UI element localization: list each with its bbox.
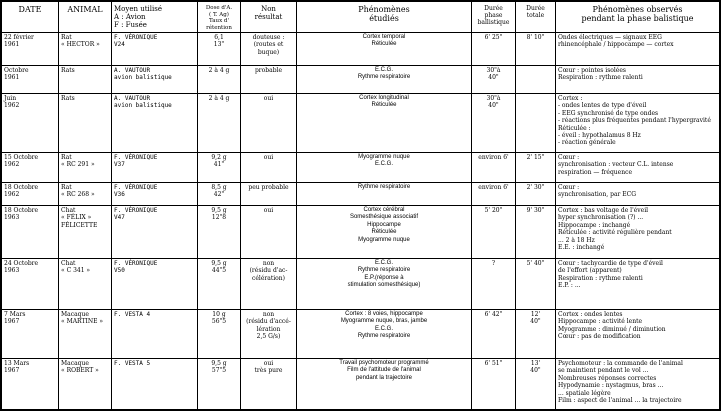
cell-non-retention: oui très pure [241, 359, 297, 410]
cell-animal: Macaque « ROBERT » [59, 359, 112, 410]
header-duration-total: Durée totale [516, 2, 556, 33]
cell-animal: Rat « RC 268 » [59, 183, 112, 206]
cell-duration-total: 2' 30" [516, 183, 556, 206]
cell-observed: Cortex : ondes lentes Hippocampe : activité lente Myogramme : diminué / diminution Cœur : pas de modification [556, 310, 720, 359]
header-phenomena: Phénomènes étudiés [297, 2, 472, 33]
cell-animal: Rat « HECTOR » [59, 33, 112, 66]
cell-means: F. VÉRONIQUE V24 [112, 33, 198, 66]
cell-dose: 2 à 4 g [198, 94, 241, 153]
cell-non-retention: non (résidu d'ac- célération) [241, 259, 297, 310]
table-row [2, 66, 720, 94]
cell-non-retention: oui [241, 153, 297, 183]
cell-non-retention: oui [241, 206, 297, 259]
cell-means: A. VAUTOUR avion balistique [112, 94, 198, 153]
cell-phenomena: Cortex temporal Réticulée [297, 33, 472, 66]
cell-means: A. VAUTOUR avion balistique [112, 66, 198, 94]
header-duration-ballistic: Durée phase ballistique [472, 2, 516, 33]
cell-dose: 9,5 g 12"8 [198, 206, 241, 259]
cell-dose: 9,2 g 41" [198, 153, 241, 183]
cell-duration-ballistic: ? [472, 259, 516, 310]
cell-phenomena: E.C.G. Rythme respiratoire [297, 66, 472, 94]
cell-means: F. VÉRONIQUE V37 [112, 153, 198, 183]
cell-duration-total: 5' 40" [516, 259, 556, 310]
cell-phenomena: E.C.G. Rythme respiratoire E.P.(réponse à stimulation somesthésique) [297, 259, 472, 310]
document-page [1, 1, 719, 409]
cell-animal: Rats [59, 66, 112, 94]
cell-duration-ballistic: 30"à 40" [472, 94, 516, 153]
cell-observed: Cœur : synchronisation, par ECG [556, 183, 720, 206]
cell-duration-ballistic: 6' 25" [472, 33, 516, 66]
cell-phenomena: Cortex longitudinal Réticulée [297, 94, 472, 153]
header-row [2, 2, 720, 33]
header-date: DATE [2, 2, 59, 33]
cell-animal: Chat « FÉLIX » FÉLICETTE [59, 206, 112, 259]
header-animal: ANIMAL [59, 2, 112, 33]
table-row [2, 94, 720, 153]
cell-phenomena: Cortex : 8 voies, hippocampe Myogramme nuque, bras, jambe E.C.G. Rythme respiratoire [297, 310, 472, 359]
cell-observed: Cortex : - ondes lentes de type d'éveil - EEG synchronisé de type ondes - réactions plus fréquentes pendant l'hypergravité Réticulée : - éveil : hypothalamus 8 Hz - réaction générale [556, 94, 720, 153]
cell-dose: 2 à 4 g [198, 66, 241, 94]
cell-observed: Ondes électriques — signaux EEG rhinencéphale / hippocampe — cortex [556, 33, 720, 66]
cell-duration-ballistic: 30"à 40" [472, 66, 516, 94]
cell-date: 24 Octobre 1963 [2, 259, 59, 310]
cell-date: 13 Mars 1967 [2, 359, 59, 410]
cell-non-retention: douteuse : (routes et buque) [241, 33, 297, 66]
experiment-table [1, 1, 720, 410]
cell-dose: 9,5 g 57"5 [198, 359, 241, 410]
cell-date: 18 Octobre 1963 [2, 206, 59, 259]
cell-duration-total: 13' 40" [516, 359, 556, 410]
table-row [2, 206, 720, 259]
table-row [2, 33, 720, 66]
cell-observed: Psychomoteur : la commande de l'animal se maintient pendant le vol ... Nombreuses réponses correctes Hypodynamie : nystagmus, bras ... ... spatiale légère Film : aspect de l'animal ... la trajectoire [556, 359, 720, 410]
cell-dose: 6,1 13" [198, 33, 241, 66]
table-row [2, 259, 720, 310]
cell-means: F. VÉRONIQUE V50 [112, 259, 198, 310]
cell-observed: Cœur : tachycardie de type d'éveil de l'effort (apparent) Respiration : rythme ralenti E.P. : ... [556, 259, 720, 310]
cell-date: 22 février 1961 [2, 33, 59, 66]
cell-dose: 10 g 56"5 [198, 310, 241, 359]
cell-duration-total: 2' 15" [516, 153, 556, 183]
cell-non-retention: non (résidu d'accé- lération 2,5 G/s) [241, 310, 297, 359]
cell-duration-total: 8' 10" [516, 33, 556, 66]
cell-means: F. VESTA 4 [112, 310, 198, 359]
cell-observed: Cœur : pointes isolées Respiration : rythme ralenti [556, 66, 720, 94]
cell-observed: Cortex : bas voltage de l'éveil hyper synchronisation (?) ... Hippocampe : inchangé Réticulée : activité régulière pendant ... 2 à 18 Hz E.E. : inchangé [556, 206, 720, 259]
header-observed: Phénomènes observés pendant la phase balistique [556, 2, 720, 33]
cell-phenomena: Rythme respiratoire [297, 183, 472, 206]
cell-date: 15 Octobre 1962 [2, 153, 59, 183]
header-means: Moyen utilisé A : Avion F : Fusée [112, 2, 198, 33]
cell-observed: Cœur : synchronisation : vecteur C.L. intense respiration — fréquence [556, 153, 720, 183]
cell-duration-total [516, 66, 556, 94]
cell-date: Juin 1962 [2, 94, 59, 153]
table-row [2, 310, 720, 359]
cell-animal: Chat « C 341 » [59, 259, 112, 310]
cell-phenomena: Myogramme nuque E.C.G. [297, 153, 472, 183]
cell-duration-ballistic: 6' 51" [472, 359, 516, 410]
cell-animal: Rats [59, 94, 112, 153]
cell-duration-total [516, 94, 556, 153]
cell-non-retention: peu probable [241, 183, 297, 206]
table-row [2, 359, 720, 410]
cell-means: F. VESTA 5 [112, 359, 198, 410]
cell-phenomena: Travail psychomoteur programmé Film de l'attitude de l'animal pendant la trajectoire [297, 359, 472, 410]
table-row [2, 183, 720, 206]
cell-phenomena: Cortex cérébral Somesthésique associatif Hippocampe Réticulée Myogramme nuque [297, 206, 472, 259]
cell-dose: 8,5 g 42" [198, 183, 241, 206]
cell-non-retention: oui [241, 94, 297, 153]
cell-means: F. VÉRONIQUE V47 [112, 206, 198, 259]
cell-duration-ballistic: environ 6' [472, 153, 516, 183]
cell-date: 18 Octobre 1962 [2, 183, 59, 206]
header-dose: Dose d'A. ( T. Ag) Taux d' rétention [198, 2, 241, 33]
header-non-retention: Non résultat [241, 2, 297, 33]
cell-animal: Rat « RC 291 » [59, 153, 112, 183]
cell-duration-total: 9' 30" [516, 206, 556, 259]
cell-animal: Macaque « MARTINE » [59, 310, 112, 359]
cell-duration-ballistic: 5' 20" [472, 206, 516, 259]
cell-duration-total: 12' 40" [516, 310, 556, 359]
cell-duration-ballistic: environ 6' [472, 183, 516, 206]
cell-duration-ballistic: 6' 42" [472, 310, 516, 359]
cell-non-retention: probable [241, 66, 297, 94]
cell-date: 7 Mars 1967 [2, 310, 59, 359]
table-row [2, 153, 720, 183]
cell-dose: 9,5 g 44"5 [198, 259, 241, 310]
cell-date: Octobre 1961 [2, 66, 59, 94]
cell-means: F. VÉRONIQUE V36 [112, 183, 198, 206]
